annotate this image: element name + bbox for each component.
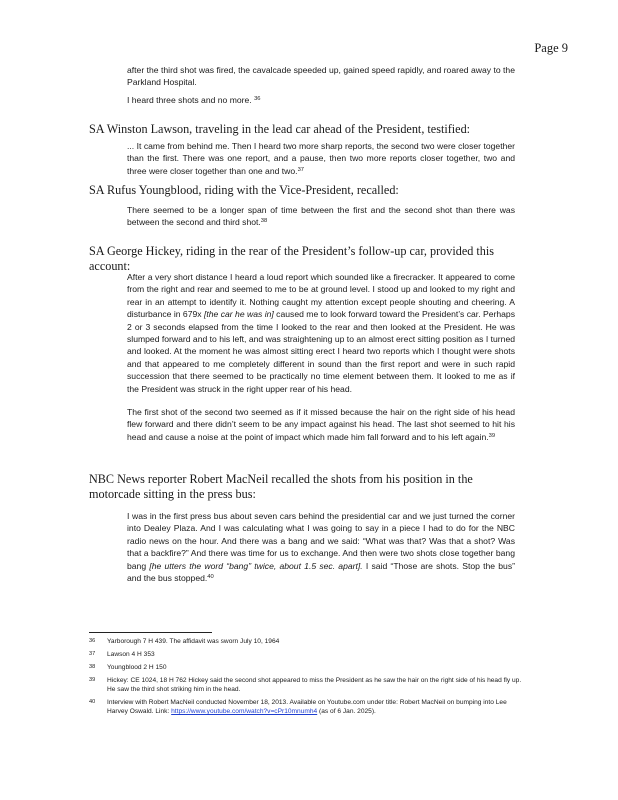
- footnote-divider: [89, 632, 212, 633]
- lawson-quote-text: ... It came from behind me. Then I heard two more sharp reports, the second two were closer together than the first. There was one report, and a pause, then two more reports closer together, two and three were closer together than one and two.: [127, 141, 515, 176]
- intro-quote: [127, 64, 515, 89]
- hickey-para-2: [127, 406, 515, 443]
- page-number: Page 9: [534, 41, 568, 55]
- hickey-heading: SA George Hickey, riding in the rear of the President’s follow-up car, provided this account:: [89, 244, 494, 273]
- youngblood-quote: [127, 204, 515, 229]
- hickey-para-1-emphasis: [the car he was in]: [203, 309, 274, 320]
- footnote-ref-37[interactable]: 37: [297, 166, 305, 173]
- footnote-text: Youngblood 2 H 150: [107, 664, 167, 671]
- footnote-ref-38[interactable]: 38: [260, 218, 268, 225]
- hickey-para-2-text: The first shot of the second two seemed as if it missed because the hair on the right side of his head flew forward and there didn’t seem to be any impact against his head. The last shot seemed to hit his head and cause a noise at the point of impact which made him fall forward and to his left again.: [127, 407, 515, 442]
- footnote-38: [89, 663, 529, 672]
- intro-quote-last: [127, 94, 515, 106]
- footnote-number: 39: [89, 677, 96, 683]
- footnote-number: 36: [89, 638, 96, 644]
- footnote-37: [89, 650, 529, 659]
- footnote-number: 40: [89, 699, 96, 705]
- footnote-39: [89, 676, 529, 694]
- hickey-para-1: [127, 271, 515, 395]
- footnote-text: Lawson 4 H 353: [107, 651, 155, 658]
- footnote-40-suffix: (as of 6 Jan. 2025).: [317, 708, 376, 715]
- footnote-40: [89, 698, 529, 716]
- intro-quote-text: after the third shot was fired, the cavalcade speeded up, gained speed rapidly, and roared away to the Parkland Hospital.: [127, 65, 515, 88]
- footnote-36: [89, 637, 529, 646]
- macneil-quote-emphasis: [he utters the word “bang” twice, about 1.5 sec. apart].: [149, 560, 363, 571]
- intro-quote-last-text: I heard three shots and no more.: [127, 95, 252, 105]
- footnote-number: 37: [89, 651, 96, 657]
- youngblood-heading: SA Rufus Youngblood, riding with the Vice-President, recalled:: [89, 183, 399, 197]
- hickey-para-1-b: caused me to look forward toward the President’s car. Perhaps 2 or 3 seconds elapsed from the time I looked to the rear and then looked at the President. He was slumped forward and to his left, and was straightening up to an almost erect sitting position as I turned and looked. At the moment he was almost sitting erect I heard two reports which I thought were shots and that appeared to me completely different in sound than the first report and were in such rapid succession that there seemed to be practically no time element between them. It looked to me as if the President was struck in the right upper rear of his head.: [127, 309, 515, 394]
- footnote-ref-39[interactable]: 39: [488, 432, 496, 439]
- footnote-ref-40[interactable]: 40: [207, 574, 214, 581]
- lawson-quote: [127, 140, 515, 177]
- youngblood-quote-text: There seemed to be a longer span of time between the first and the second shot than there was between the second and third shot.: [127, 205, 515, 228]
- macneil-heading: NBC News reporter Robert MacNeil recalled the shots from his position in the motorcade sitting in the press bus:: [89, 472, 473, 501]
- hickey-para-1-a: After a very short distance I heard a loud report which sounded like a firecracker. It appeared to come from the right and rear and seemed to me to be at ground level. I stood up and looked to my right and rear in an attempt to identify it. Nothing caught my attention except people shouting and cheering. A disturbance in 679x: [127, 272, 515, 320]
- footnote-text: [107, 698, 529, 716]
- macneil-quote-a: I was in the first press bus about seven cars behind the presidential car and we just turned the corner into Dealey Plaza. And I was calculating what I was going to say in a piece I had to do for the NBC radio news on the hour. And there was a bang and we said: “What was that? Was that a shot? Was that a backfire?” And there was time for us to exchange. And then were two shots close together bang bang: [127, 511, 515, 571]
- macneil-quote-b: I said “Those are shots. Stop the bus” and the bus stopped.: [127, 560, 515, 584]
- footnote-text: Hickey: CE 1024, 18 H 762 Hickey said the second shot appeared to miss the President as he saw the hair on the right side of his head fly up. He saw the third shot striking him in the head.: [107, 677, 522, 693]
- footnote-ref-36[interactable]: 36: [254, 96, 261, 102]
- macneil-quote: [127, 510, 515, 584]
- footnote-text: Yarborough 7 H 439. The affidavit was sworn July 10, 1964: [107, 638, 280, 645]
- footnote-40-text: Interview with Robert MacNeil conducted November 18, 2013. Available on Youtube.com under title: Robert MacNeil on bumping into Lee Harvey Oswald. Link:: [107, 699, 507, 715]
- youtube-link[interactable]: https://www.youtube.com/watch?v=cPr10mnumh4: [171, 708, 318, 715]
- lawson-heading: SA Winston Lawson, traveling in the lead car ahead of the President, testified:: [89, 122, 471, 136]
- footnote-number: 38: [89, 664, 96, 670]
